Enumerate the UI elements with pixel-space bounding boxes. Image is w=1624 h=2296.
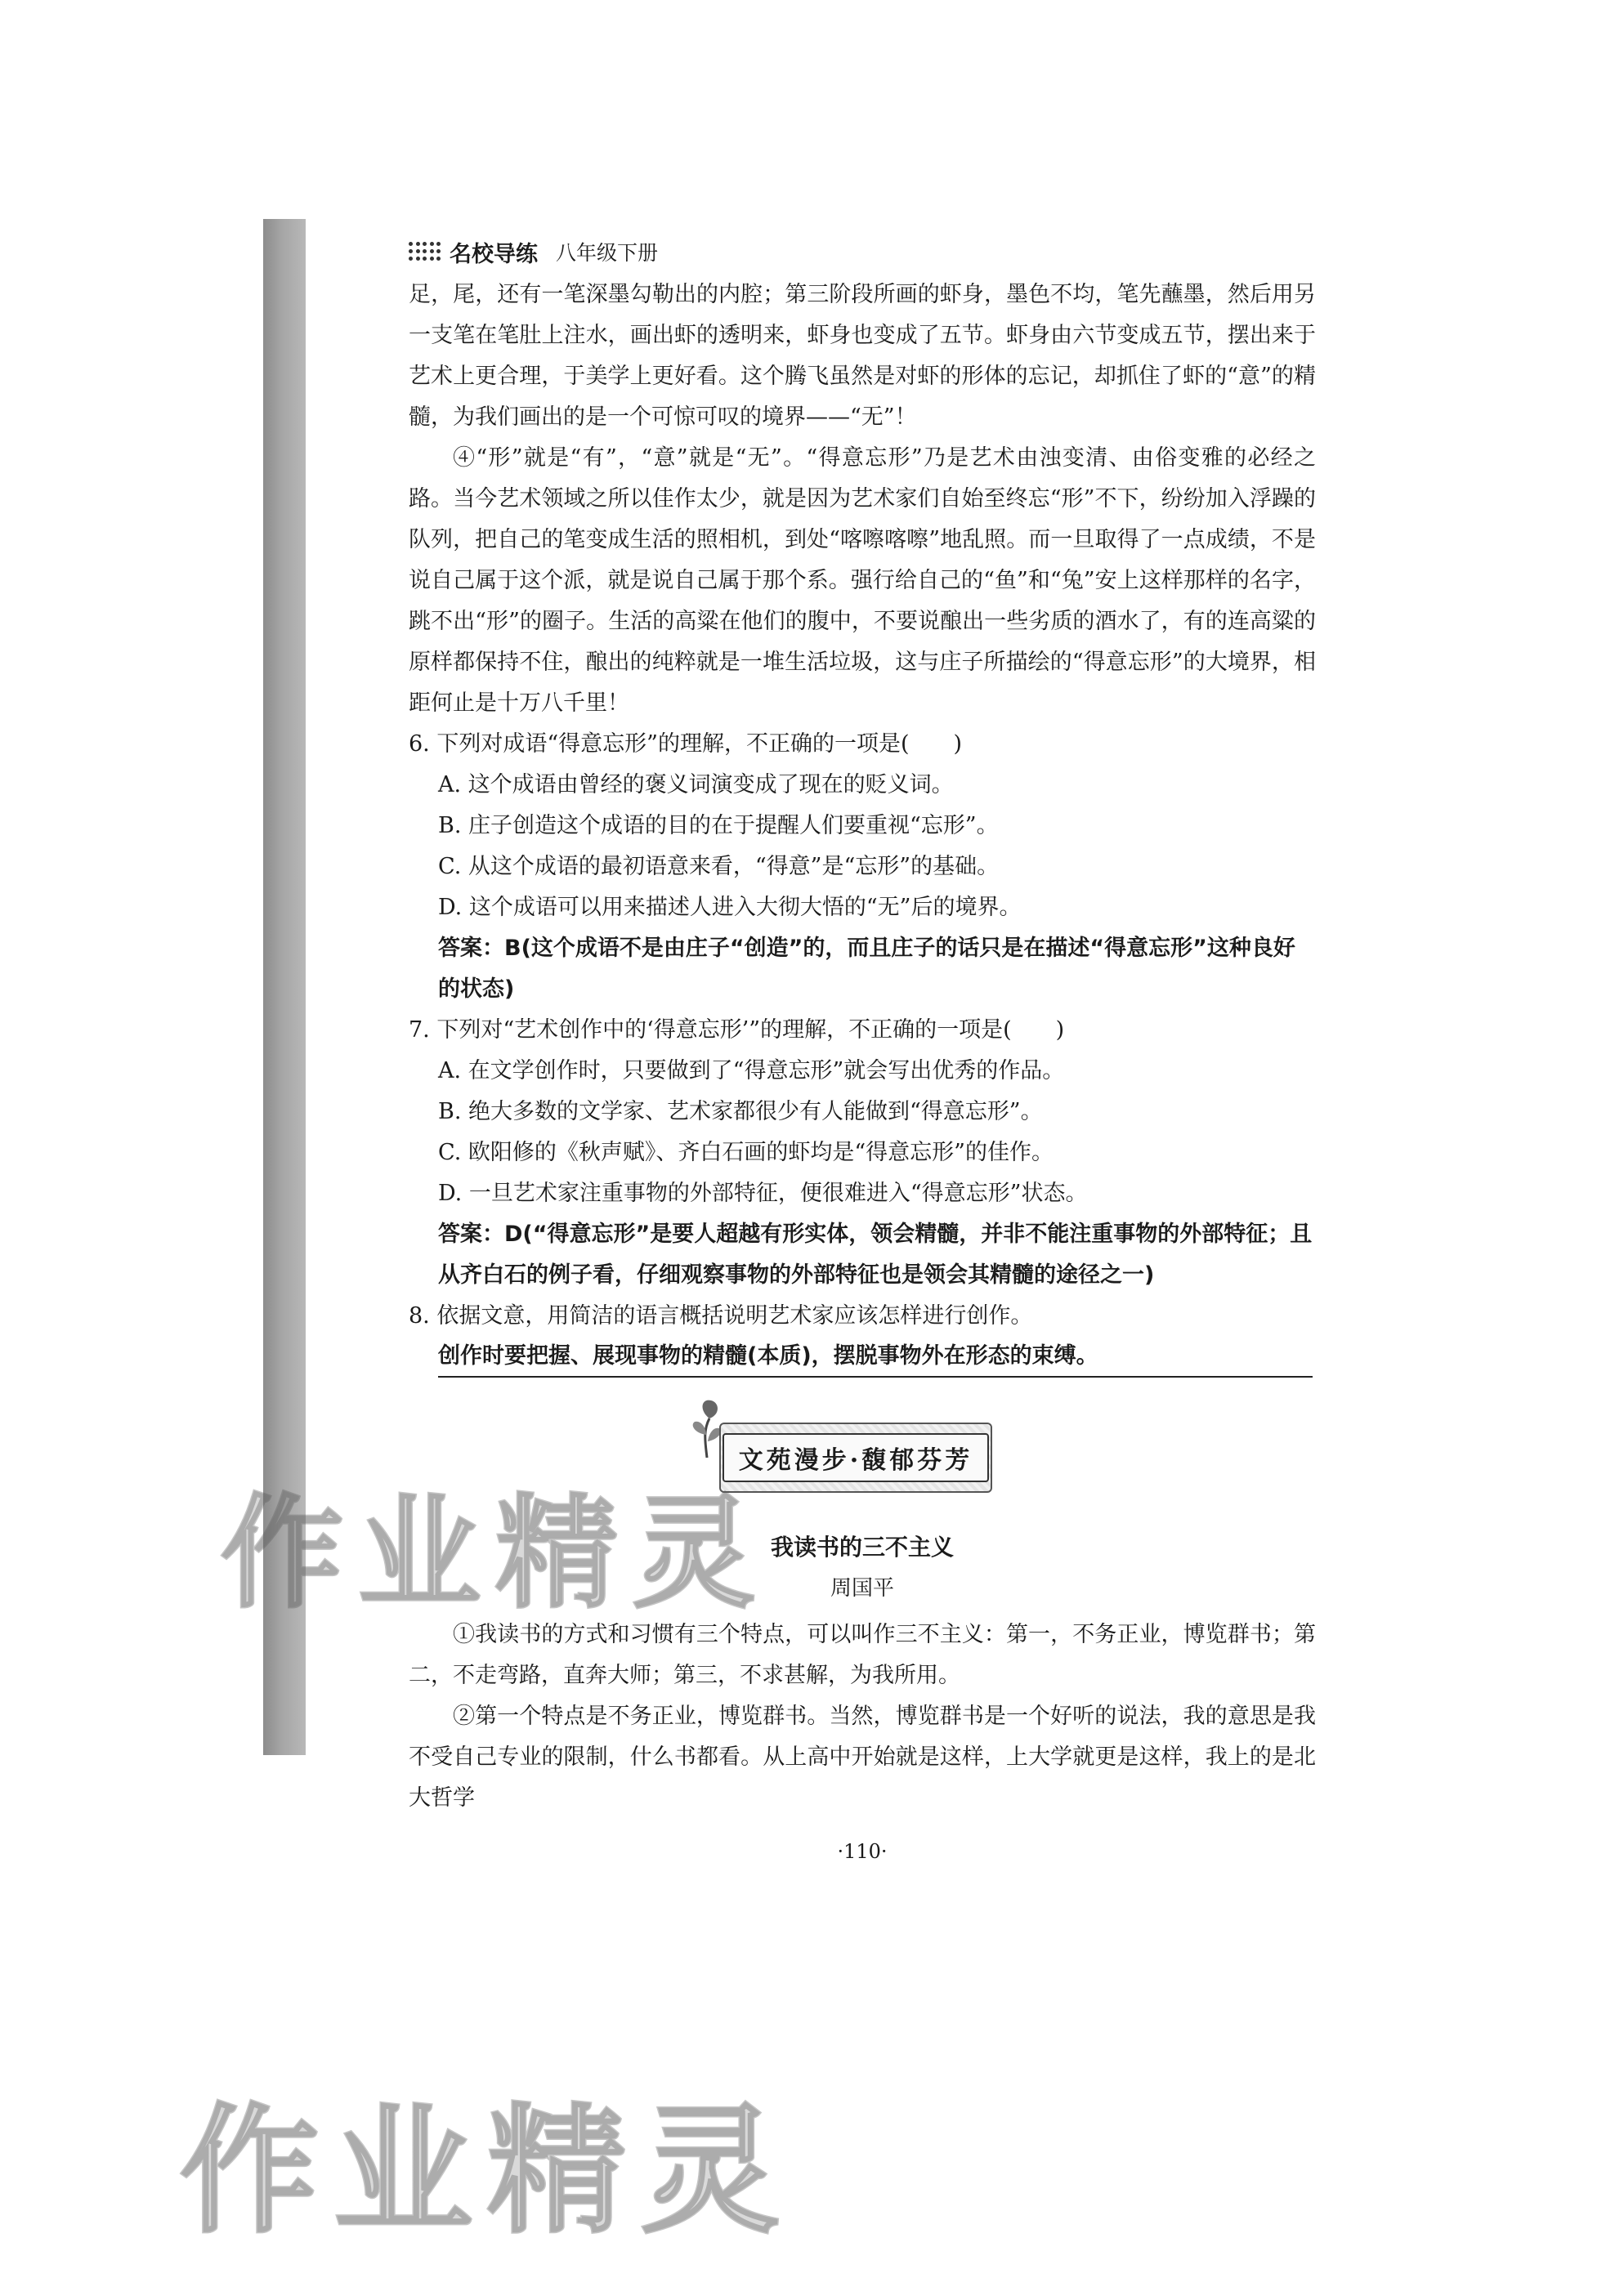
option-d: D. 一旦艺术家注重事物的外部特征，便很难进入“得意忘形”状态。 [438, 1181, 1088, 1206]
option-b: B. 庄子创造这个成语的目的在于提醒人们要重视“忘形”。 [438, 813, 999, 838]
section-banner-title: 文苑漫步·馥郁芬芳 [723, 1433, 989, 1482]
page-number: ·110· [837, 1840, 888, 1863]
series-name: 名校导练 [450, 241, 538, 267]
passage-paragraph: 足，尾，还有一笔深墨勾勒出的内腔；第三阶段所画的虾身，墨色不均，笔先蘸墨，然后用另一支笔在笔肚上注水，画出虾的透明来，虾身也变成了五节。虾身由六节变成五节，摆出来于艺术上更合理，于美学上更好看。这个腾飞虽然是对虾的形体的忘记，却抓住了虾的“意”的精髓，为我们画出的是一个可惊可叹的境界——“无”！ [409, 282, 1316, 430]
passage-paragraph: ④“形”就是“有”，“意”就是“无”。“得意忘形”乃是艺术由浊变清、由俗变雅的必经之路。当今艺术领域之所以佳作太少，就是因为艺术家们自始至终忘“形”不下，纷纷加入浮躁的队列，把自己的笔变成生活的照相机，到处“喀嚓喀嚓”地乱照。而一旦取得了一点成绩，不是说自己属于这个派，就是说自己属于那个系。强行给自己的“鱼”和“兔”安上这样那样的名字，跳不出“形”的圈子。生活的高粱在他们的腹中，不要说酿出一些劣质的酒水了，有的连高粱的原样都保持不住，酿出的纯粹就是一堆生活垃圾，这与庄子所描绘的“得意忘形”的大境界，相距何止是十万八千里！ [409, 445, 1316, 716]
question-7 [409, 1010, 1316, 1296]
option-d: D. 这个成语可以用来描述人进入大彻大悟的“无”后的境界。 [438, 895, 1022, 920]
article-paragraph: ②第一个特点是不务正业，博览群书。当然，博览群书是一个好听的说法，我的意思是我不受自己专业的限制，什么书都看。从上高中开始就是这样，上大学就更是这样，我上的是北大哲学 [409, 1704, 1316, 1811]
option-c: C. 从这个成语的最初语意来看，“得意”是“忘形”的基础。 [438, 854, 1000, 879]
answer-text: 答案：D(“得意忘形”是要人超越有形实体，领会精髓，并非不能注重事物的外部特征；且从齐白石的例子看，仔细观察事物的外部特征也是领会其精髓的途径之一) [438, 1222, 1313, 1288]
question-8 [409, 1296, 1316, 1378]
option-a: A. 这个成语由曾经的褒义词演变成了现在的贬义词。 [438, 772, 954, 797]
article-paragraph: ①我读书的方式和习惯有三个特点，可以叫作三不主义：第一，不务正业，博览群书；第二，不走弯路，直奔大师；第三，不求甚解，为我所用。 [409, 1622, 1316, 1688]
page-header [409, 229, 1316, 275]
watermark: 作业精灵 [221, 1483, 771, 1625]
article-author: 周国平 [830, 1576, 894, 1601]
watermark: 作业精灵 [180, 2091, 795, 2253]
article-title: 我读书的三不主义 [770, 1534, 954, 1561]
option-c: C. 欧阳修的《秋声赋》、齐白石画的虾均是“得意忘形”的佳作。 [438, 1140, 1054, 1165]
question-stem: 8. 依据文意，用简洁的语言概括说明艺术家应该怎样进行创作。 [409, 1303, 1033, 1329]
grade-label: 八年级下册 [556, 241, 659, 265]
option-a: A. 在文学创作时，只要做到了“得意忘形”就会写出优秀的作品。 [438, 1058, 1065, 1083]
question-6 [409, 724, 1316, 1010]
question-stem: 6. 下列对成语“得意忘形”的理解，不正确的一项是( ) [409, 731, 963, 757]
answer-line: 创作时要把握、展现事物的精髓(本质)，摆脱事物外在形态的束缚。 [438, 1337, 1313, 1378]
option-b: B. 绝大多数的文学家、艺术家都很少有人能做到“得意忘形”。 [438, 1099, 1043, 1124]
answer-text: 答案：B(这个成语不是由庄子“创造”的，而且庄子的话只是在描述“得意忘形”这种良好的状态) [438, 936, 1295, 1002]
dots-logo-icon [409, 242, 441, 261]
question-stem: 7. 下列对“艺术创作中的‘得意忘形’”的理解，不正确的一项是( ) [409, 1017, 1065, 1043]
reading-passage [409, 275, 1316, 724]
article-body [409, 1615, 1316, 1819]
